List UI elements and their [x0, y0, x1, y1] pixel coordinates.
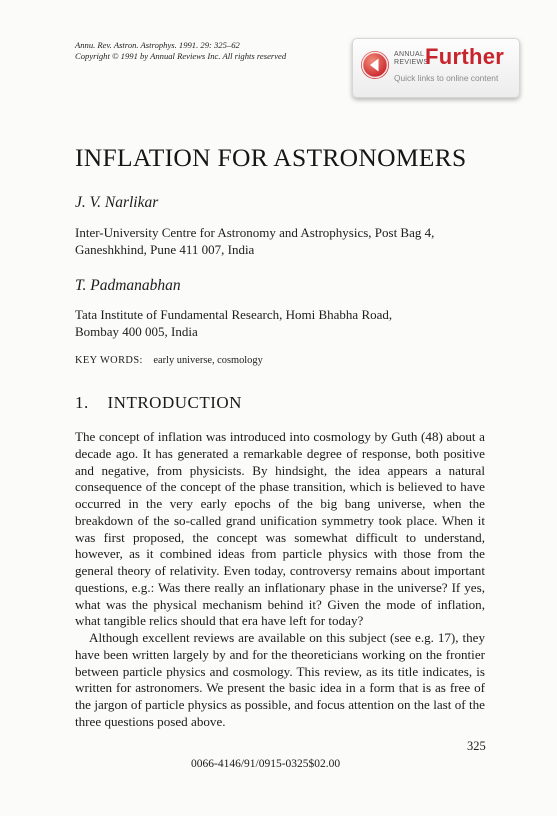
- affiliation-line: Ganeshkhind, Pune 411 007, India: [75, 242, 255, 257]
- affiliation-line: Inter-University Centre for Astronomy and Astrophysics, Post Bag 4,: [75, 225, 435, 240]
- article-title: INFLATION FOR ASTRONOMERS: [75, 143, 467, 172]
- arrow-left-icon: [361, 51, 389, 79]
- section-title: INTRODUCTION: [107, 393, 242, 412]
- article-code: 0066-4146/91/0915-0325$02.00: [191, 758, 341, 770]
- keywords-label: KEY WORDS:: [75, 355, 143, 366]
- body-paragraph: Although excellent reviews are available on this subject (see e.g. 17), they have been written largely by and for the theoreticians working on the frontier between particle physics and cosmology. This review, as its title indicates, is written for astronomers. We present the basic idea in a form that is as free of the jargon of particle physics as possible, and focus attention on the last of the three questions posed above.: [75, 630, 485, 729]
- annual-reviews-logo-text: ANNUAL REVIEWS: [394, 51, 429, 66]
- journal-citation: Annu. Rev. Astron. Astrophys. 1991. 29: 325–62: [75, 40, 240, 50]
- author-affiliation: [75, 306, 392, 340]
- page-number: 325: [467, 739, 486, 753]
- section-number: 1.: [75, 393, 89, 412]
- further-link-badge[interactable]: [352, 38, 520, 98]
- affiliation-line: Bombay 400 005, India: [75, 324, 198, 339]
- author-affiliation: [75, 224, 434, 258]
- body-paragraph: The concept of inflation was introduced into cosmology by Guth (48) about a decade ago. It has generated a remarkable degree of response, both positive and negative, from physicists. By hindsight, the idea appears a natural consequence of the concept of the phase transition, which is believed to have occurred in the very early epochs of the big bang universe, when the breakdown of the so-called grand unification symmetry took place. When it was first proposed, the concept was somewhat difficult to understand, however, as it combined ideas from particle physics with those from the general theory of relativity. Even today, controversy remains about important questions, e.g.: Was there really an inflationary phase in the universe? If yes, what was the physical mechanism behind it? Given the mode of inflation, what tangible relics should that era have left for today?: [75, 429, 485, 629]
- keywords: [75, 355, 263, 366]
- further-tagline: Quick links to online content: [394, 73, 499, 83]
- affiliation-line: Tata Institute of Fundamental Research, Homi Bhabha Road,: [75, 307, 393, 322]
- keywords-value: early universe, cosmology: [153, 355, 263, 366]
- further-label: Further: [425, 44, 505, 69]
- journal-header: [75, 40, 286, 62]
- author-name: J. V. Narlikar: [75, 194, 159, 211]
- author-name: T. Padmanabhan: [75, 277, 181, 294]
- section-heading: [75, 393, 242, 413]
- copyright-line: Copyright © 1991 by Annual Reviews Inc. All rights reserved: [75, 51, 287, 61]
